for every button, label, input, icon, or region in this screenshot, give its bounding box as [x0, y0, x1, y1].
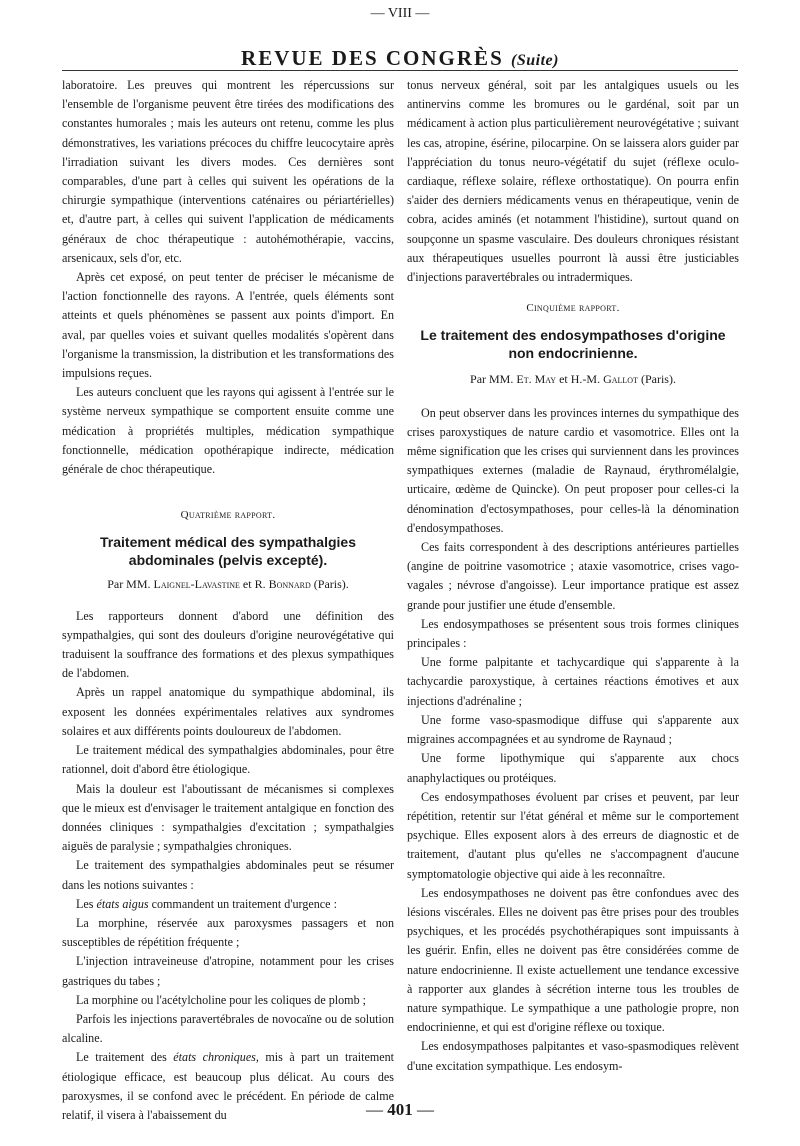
footer-dash: —: [366, 1100, 383, 1119]
paragraph: [62, 895, 394, 914]
authors-and: et: [242, 577, 252, 592]
emphasis-term: états aigus: [96, 896, 149, 911]
authors-city: (Paris).: [313, 577, 349, 592]
paragraph: Après un rappel anatomique du sympathique abdominal, ils exposent les données expérimentales relatives aux syndromes solaires et aux différents points douloureux de l'abdomen.: [62, 685, 394, 738]
footer-dash: —: [417, 1100, 434, 1119]
paragraph: On peut observer dans les provinces internes du sympathique des crises paroxystiques de nature cardio et vasomotrice. Elles ont la même signification que les crises qui surviennent dans les provinces sympathiques externes (maladie de Raynaud, érythromélalgie, urticaire, œdème de Quincke). On peut proposer pour celles-ci la dénomination d'ectosympathoses, pour celles-là la dénomination d'endosympathoses.: [407, 405, 739, 535]
list-item: La morphine ou l'acétylcholine pour les coliques de plomb ;: [76, 992, 367, 1007]
author-name: H.-M. Gallot: [570, 372, 638, 387]
text-run: commandent un traitement d'urgence :: [151, 896, 337, 911]
emphasis-term: états chroniques,: [173, 1050, 259, 1065]
section-title: Traitement médical des sympathalgies abdominales (pelvis excepté).: [100, 534, 356, 569]
page-number-footer: [0, 1100, 800, 1120]
list-item: L'injection intraveineuse d'atropine, notamment pour les crises gastriques du tabes ;: [62, 954, 394, 988]
author-name: Laignel-Lavastine: [153, 577, 240, 592]
right-column: [407, 76, 739, 1076]
rapport-label: Cinquième rapport.: [526, 302, 620, 315]
page-title: [0, 46, 800, 71]
paragraph: Ces faits correspondent à des descriptions antérieures partielles (angine de poitrine vasomotrice ; ataxie vasomotrice, crises vago-vagales ; névrose d'angoisse). Leur importance pratique est assez grande pour justifier une étude d'ensemble.: [407, 540, 739, 612]
author-name: Et. May: [516, 372, 557, 387]
list-item: Une forme lipothymique qui s'apparente aux chocs anaphylactiques ou protéiques.: [407, 751, 739, 785]
authors-line: [407, 370, 739, 389]
paragraph: tonus nerveux général, soit par les antalgiques usuels ou les antinervins comme les bromures ou le gardénal, soit par un médicament à action plus particulièrement neurovégétative ; suivant les cas, atropine, ésérine, pilocarpine. On se laissera alors guider par l'appréciation du tonus neuro-végétatif du sujet (réflexe oculo-cardiaque, réflexe solaire, réflexe orthostatique). On pourra enfin s'aider des derniers médicaments venus en thérapeutique, venin de cobra, acides aminés (et notamment l'histidine), surtout quand on soupçonne un spasme vasculaire. Des douleurs chroniques résistant aux thérapeutiques usuelles pourront là aussi être justiciables d'injections paravertébrales ou intradermiques.: [407, 78, 739, 285]
paragraph: Le traitement médical des sympathalgies abdominales, pour être rationnel, doit d'abord être étiologique.: [62, 743, 394, 777]
paragraph: Mais la douleur est l'aboutissant de mécanismes si complexes que le mieux est d'envisager le traitement antalgique en fonction des données cliniques : sympathalgies d'excitation ; sympathalgies aiguës de paralysie ; sympathalgies chroniques.: [62, 781, 394, 854]
authors-prefix: Par MM.: [470, 372, 514, 387]
left-column: [62, 76, 394, 1125]
authors-and: et: [559, 372, 568, 387]
authors-line: [62, 575, 394, 594]
rapport-label: Quatrième rapport.: [180, 509, 276, 522]
list-item: Une forme palpitante et tachycardique qui s'apparente à la tachycardie paroxystique, à certaines réactions émotives et aux injections d'adrénaline ;: [407, 655, 739, 708]
list-item: Une forme vaso-spasmodique diffuse qui s'apparente aux migraines accompagnées et au syndrome de Raynaud ;: [407, 712, 739, 747]
paragraph: laboratoire. Les preuves qui montrent les répercussions sur l'ensemble de l'organisme peuvent être tirées des modifications des constantes humorales ; mais les auteurs ont retenu, comme les plus démonstratives, les variations précoces du chiffre leucocytaire après l'irradiation suivant les divers modes. Ces dernières sont comparables, d'une part à celles qui suivent les opérations de la chirurgie sympathique (interventions caténaires ou périartérielles) et, d'autre part, à celles qui suivent l'application de médicaments généraux de choc thérapeutique : autohémothérapie, vaccins, arsenicaux, sels d'or, etc.: [62, 78, 394, 265]
page-number: 401: [387, 1100, 413, 1119]
text-run: Le traitement des: [76, 1050, 167, 1065]
list-item: La morphine, réservée aux paroxysmes passagers et non susceptibles de répétition fréquente ;: [62, 915, 394, 950]
paragraph: Ces endosympathoses évoluent par crises et peuvent, par leur répétition, retentir sur l'état général et même sur le comportement psychique. Elles exposent alors à des erreurs de diagnostic et de traitement, d'autant plus qu'elles ne s'accompagnent d'aucune symptomatologie objective qui aide à les reconnaître.: [407, 789, 739, 881]
text-run: mis à part un traitement étiologique efficace, est beaucoup plus délicat. Au cours des paroxysmes, il se confond avec le précédent. En période de calme relatif, il visera à l'abaissement du: [62, 1050, 394, 1122]
header-rule: [62, 70, 738, 71]
title-text: REVUE DES CONGRÈS: [241, 46, 504, 70]
paragraph: Les auteurs concluent que les rayons qui agissent à l'entrée sur le système nerveux sympathique se comportent ensuite comme une médication à propriétés multiples, médication sympathique fonctionnelle, médication opothérapique indirecte, médication générale de choc thérapeutique.: [62, 385, 394, 477]
title-suffix: (Suite): [511, 52, 559, 69]
paragraph: Après cet exposé, on peut tenter de préciser le mécanisme de l'action fonctionnelle des rayons. A l'entrée, quels éléments sont atteints et quels phénomènes se passent aux points d'import. En aval, par quelles voies et suivant quelles modalités s'opèrent dans l'organisme la transmission, la distribution et les transformations des impulsions reçues.: [62, 270, 394, 381]
paragraph: Les endosympathoses se présentent sous trois formes cliniques principales :: [407, 616, 739, 651]
authors-prefix: Par MM.: [107, 577, 151, 592]
authors-city: (Paris).: [640, 372, 676, 387]
paragraph: Les rapporteurs donnent d'abord une définition des sympathalgies, qui sont des douleurs d'origine neurovégétative qui traduisent la souffrance des formations et des plexus sympathiques de l'abdomen.: [62, 608, 394, 681]
list-item: Parfois les injections paravertébrales de novocaïne ou de solution alcaline.: [62, 1011, 394, 1046]
paragraph: Les endosympathoses palpitantes et vaso-spasmodiques relèvent d'une excitation sympathique. Les endosym-: [407, 1039, 739, 1073]
paragraph: Le traitement des sympathalgies abdominales peut se résumer dans les notions suivantes :: [62, 858, 394, 892]
author-name: R. Bonnard: [254, 577, 311, 592]
text-run: Les: [76, 896, 94, 911]
paragraph: Les endosympathoses ne doivent pas être confondues avec des lésions viscérales. Elles ne doivent pas être prises pour des troubles psychiques, et les procédés psychothérapiques sont impuissants à les guérir. Enfin, elles ne doivent pas être considérées comme de nature endocrinienne. Il existe actuellement une tendance excessive à rapporter aux glandes à sécrétion interne tous les troubles de nature sympathique. Le sympathique a une pathologie propre, non endocrinienne, et qui est d'origine réflexe ou toxique.: [407, 885, 739, 1035]
section-title: Le traitement des endosympathoses d'origine non endocrinienne.: [420, 327, 726, 362]
page-roman-numeral: — VIII —: [370, 6, 430, 21]
